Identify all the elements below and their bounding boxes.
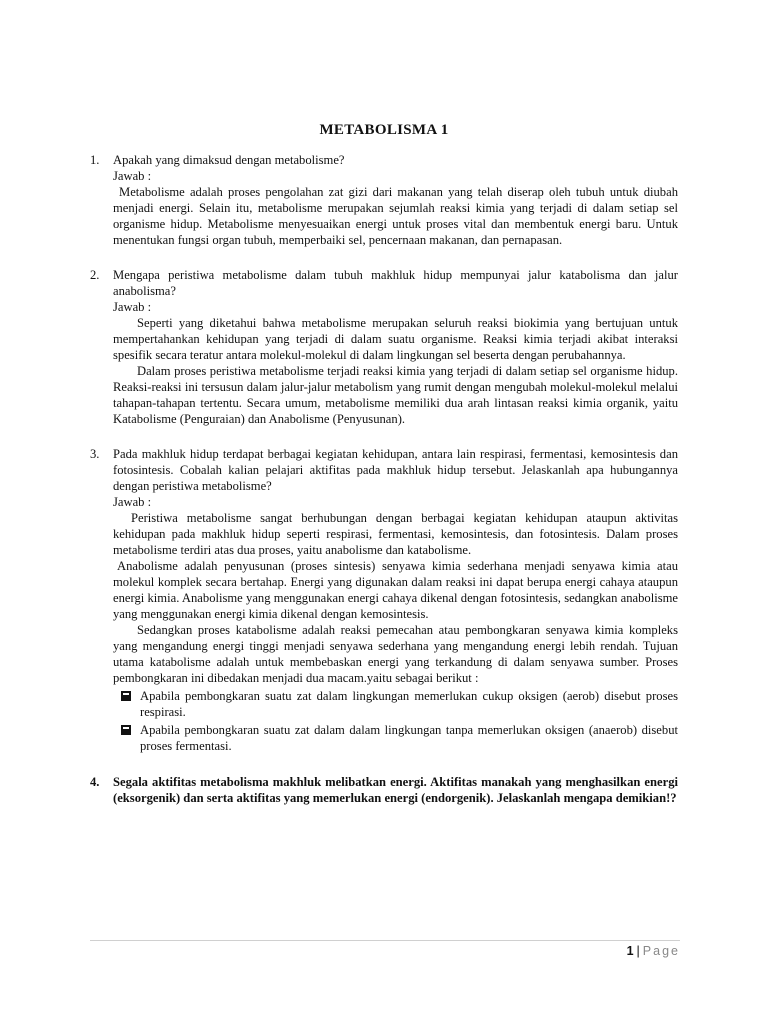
document-body: [90, 152, 678, 820]
answer-paragraph: Seperti yang diketahui bahwa metabolisme merupakan seluruh reaksi biokimia yang bertujuan untuk mempertahankan kehidupan yang terjadi di dalam suatu organisme. Reaksi kimia terjadi akibat interaksi spesifik secara teratur antara molekul-molekul di dalam lingkungan sel beserta dengan perubahannya.: [113, 316, 678, 362]
answer-paragraph: Sedangkan proses katabolisme adalah reaksi pemecahan atau pembongkaran senyawa kimia kompleks yang mengandung energi tinggi menjadi senyawa sederhana yang mengandung energi lebih rendah. Tujuan utama katabolisme adalah untuk membebaskan energi yang terkandung di dalam senyawa sumber. Proses pembongkaran ini dibedakan menjadi dua macam.yaitu sebagai berikut :: [113, 623, 678, 685]
question-4: [90, 774, 678, 806]
question-text: Mengapa peristiwa metabolisme dalam tubuh makhluk hidup mempunyai jalur katabolisma dan jalur anabolisma?: [113, 268, 678, 298]
question-text: Segala aktifitas metabolisma makhluk melibatkan energi. Aktifitas manakah yang menghasilkan energi (eksorgenik) dan serta aktifitas yang memerlukan energi (endorgenik). Jelaskanlah mengapa demikian!?: [113, 775, 678, 805]
question-number: 2.: [90, 268, 100, 282]
answer-paragraph: Anabolisme adalah penyusunan (proses sintesis) senyawa kimia sederhana menjadi senyawa kimia atau molekul komplek secara bertahap. Energi yang digunakan dalam reaksi ini dapat berupa energi cahaya ataupun energi kimia. Anabolisme yang menggunakan energi cahaya dikenal dengan fotosintesis, sedangkan anabolisme yang menggunakan energi kimia dikenal dengan kemosintesis.: [113, 559, 678, 621]
answer-paragraph: Peristiwa metabolisme sangat berhubungan dengan berbagai kegiatan kehidupan ataupun aktivitas kehidupan pada makhluk hidup seperti respirasi, fermentasi, kemosintesis, dan fotosintesis. Dalam proses metabolisme terdiri atas dua proses, yaitu anabolisme dan katabolisme.: [113, 511, 678, 557]
question-1: [90, 152, 678, 248]
question-text: Apakah yang dimaksud dengan metabolisme?: [113, 153, 345, 167]
bullet-square-icon: [121, 725, 131, 735]
page-label: Page: [642, 944, 680, 958]
question-3: [90, 446, 678, 754]
footer-separator: |: [636, 944, 640, 958]
page-number: 1: [626, 944, 634, 958]
question-text: Pada makhluk hidup terdapat berbagai kegiatan kehidupan, antara lain respirasi, fermentasi, kemosintesis dan fotosintesis. Cobalah kalian pelajari aktifitas pada makhluk hidup tersebut. Jelaskanlah apa hubungannya dengan peristiwa metabolisme?: [113, 447, 678, 493]
answer-label: Jawab :: [113, 169, 152, 183]
answer-label: Jawab :: [113, 300, 152, 314]
question-2: [90, 267, 678, 427]
list-item-text: Apabila pembongkaran suatu zat dalam lingkungan memerlukan cukup oksigen (aerob) disebut proses respirasi.: [140, 689, 678, 719]
question-number: 4.: [90, 775, 100, 789]
list-item: [113, 722, 678, 754]
bullet-square-icon: [121, 691, 131, 701]
page-footer: [627, 944, 680, 958]
answer-paragraph: Metabolisme adalah proses pengolahan zat gizi dari makanan yang telah diserap oleh tubuh untuk diubah menjadi energi. Selain itu, metabolisme merupakan sejumlah reaksi kimia yang terjadi di dalam setiap sel organisme hidup. Metabolisme menyesuaikan energi untuk proses vital dan membentuk energi baru. Untuk menentukan fungsi organ tubuh, memperbaiki sel, pencernaan makanan, dan pernapasan.: [113, 185, 678, 247]
document-title: METABOLISMA 1: [319, 122, 449, 138]
bullet-list: [113, 688, 678, 754]
footer-divider: [90, 940, 680, 941]
question-number: 1.: [90, 153, 100, 167]
answer-label: Jawab :: [113, 495, 152, 509]
question-number: 3.: [90, 447, 100, 461]
list-item-text: Apabila pembongkaran suatu zat dalam dalam lingkungan tanpa memerlukan oksigen (anaerob) disebut proses fermentasi.: [140, 723, 678, 753]
list-item: [113, 688, 678, 720]
answer-paragraph: Dalam proses peristiwa metabolisme terjadi reaksi kimia yang terjadi di dalam setiap sel organisme hidup. Reaksi-reaksi ini tersusun dalam jalur-jalur metabolism yang rumit dengan mengubah molekul-molekul melalui tahapan-tahapan tertentu. Secara umum, metabolisme memiliki dua arah lintasan reaksi kimia organik, yaitu Katabolisme (Penguraian) dan Anabolisme (Penyusunan).: [113, 364, 678, 426]
